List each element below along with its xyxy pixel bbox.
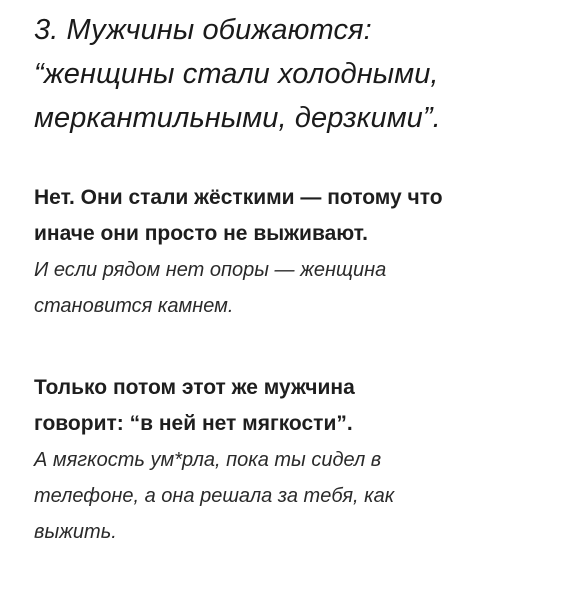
bold-statement-line: Нет. Они стали жёсткими — потому что	[34, 186, 443, 209]
bold-statement-line: Только потом этот же мужчина	[34, 376, 355, 399]
paragraph-block	[34, 180, 568, 324]
heading-line: 3. Мужчины обижаются:	[34, 14, 372, 46]
heading-line: меркантильными, дерзкими”.	[34, 102, 441, 134]
italic-comment-line: телефоне, а она решала за тебя, как	[34, 485, 395, 507]
bold-statement-line: говорит: “в ней нет мягкости”.	[34, 412, 353, 435]
italic-comment-line: А мягкость ум*рла, пока ты сидел в	[34, 449, 382, 471]
bold-statement-line: иначе они просто не выживают.	[34, 222, 368, 245]
section-heading	[34, 8, 568, 140]
italic-comment-line: выжить.	[34, 521, 117, 543]
paragraph-block	[34, 370, 568, 550]
heading-line: “женщины стали холодными,	[34, 58, 439, 90]
italic-comment-line: И если рядом нет опоры — женщина	[34, 259, 387, 281]
italic-comment-line: становится камнем.	[34, 295, 234, 317]
